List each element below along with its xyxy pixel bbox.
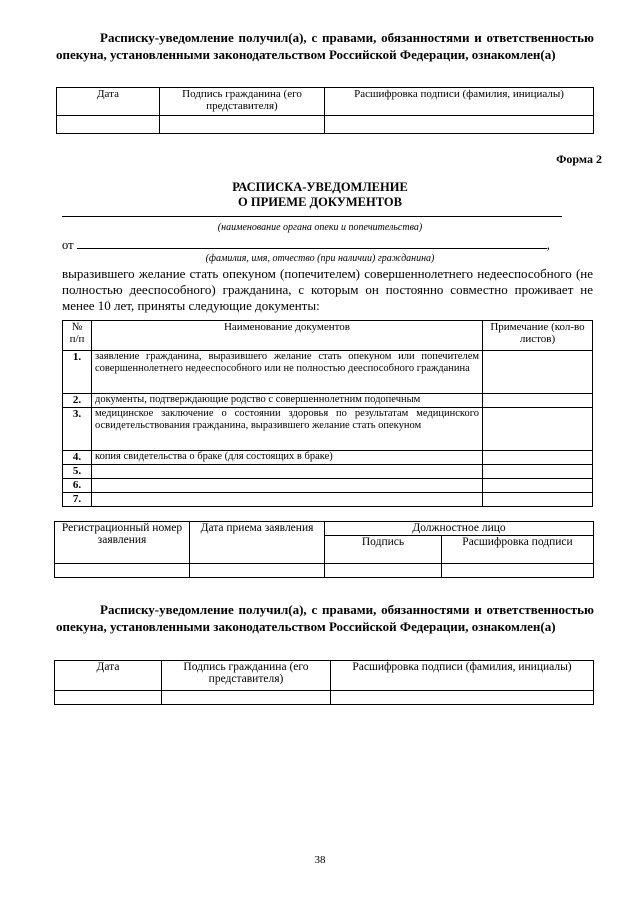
reg-cell-decoding[interactable]: [442, 564, 594, 578]
from-trailing-comma: ,: [546, 238, 550, 252]
docs-row-name[interactable]: [92, 465, 483, 479]
docs-row-name[interactable]: [92, 493, 483, 507]
bottom-receipt-cell-decoding[interactable]: [331, 691, 594, 705]
top-receipt-header-signature: Подпись гражданина (его представителя): [160, 88, 325, 116]
table-row: [63, 465, 593, 479]
docs-row-name: документы, подтверждающие родство с совершеннолетним подопечным: [92, 394, 483, 408]
table-row: [63, 351, 593, 394]
documents-table: [62, 320, 593, 507]
reg-cell-number[interactable]: [55, 564, 190, 578]
docs-row-note[interactable]: [483, 451, 593, 465]
docs-row-num: 6.: [63, 479, 92, 493]
top-receipt-table: [56, 87, 594, 134]
table-row: [63, 479, 593, 493]
registration-table: [54, 521, 594, 578]
docs-row-note[interactable]: [483, 408, 593, 451]
reg-header-signature: Подпись: [325, 536, 442, 564]
docs-row-num: 2.: [63, 394, 92, 408]
docs-row-note[interactable]: [483, 351, 593, 394]
table-row: [63, 493, 593, 507]
reg-header-date: Дата приема заявления: [190, 522, 325, 564]
form-label: Форма 2: [556, 152, 602, 166]
caption-name: (фамилия, имя, отчество (при наличии) гражданина): [205, 253, 435, 264]
docs-header-name: Наименование документов: [92, 321, 483, 351]
from-label: от: [62, 238, 74, 252]
reg-cell-date[interactable]: [190, 564, 325, 578]
bottom-receipt-text: Расписку-уведомление получил(а), с правами, обязанностями и ответственностью опекуна, установленными законодательством Российской Федерации, ознакомлен(а): [56, 602, 594, 634]
top-receipt-header-decoding: Расшифровка подписи (фамилия, инициалы): [325, 88, 594, 116]
docs-row-num: 5.: [63, 465, 92, 479]
top-receipt-header-date: Дата: [57, 88, 160, 116]
top-receipt-text: Расписку-уведомление получил(а), с правами, обязанностями и ответственностью опекуна, установленными законодательством Российской Федерации, ознакомлен(а): [56, 30, 594, 62]
docs-header-num: № п/п: [63, 321, 92, 351]
docs-row-note[interactable]: [483, 394, 593, 408]
applicant-name-field[interactable]: [77, 238, 547, 249]
reg-header-decoding: Расшифровка подписи: [442, 536, 594, 564]
docs-row-num: 3.: [63, 408, 92, 451]
title-line-2: О ПРИЕМЕ ДОКУМЕНТОВ: [238, 195, 402, 209]
top-receipt-cell-signature[interactable]: [160, 116, 325, 134]
from-row: [62, 238, 562, 253]
table-row: [63, 451, 593, 465]
docs-row-num: 1.: [63, 351, 92, 394]
docs-row-note[interactable]: [483, 465, 593, 479]
top-receipt-cell-decoding[interactable]: [325, 116, 594, 134]
table-row: [63, 408, 593, 451]
table-row: [63, 394, 593, 408]
bottom-receipt-header-date: Дата: [55, 661, 162, 691]
top-receipt-cell-date[interactable]: [57, 116, 160, 134]
docs-row-name: заявление гражданина, выразившего желание стать опекуном или попечителем совершеннолетнего недееспособного или не полностью дееспособного гражданина: [92, 351, 483, 394]
docs-row-note[interactable]: [483, 493, 593, 507]
bottom-receipt-header-signature: Подпись гражданина (его представителя): [162, 661, 331, 691]
docs-row-name: медицинское заключение о состоянии здоровья по результатам медицинского освидетельствования гражданина, выразившего желание стать опекуном: [92, 408, 483, 451]
body-text: выразившего желание стать опекуном (попечителем) совершеннолетнего недееспособного (не полностью дееспособного) гражданина, с которым он постоянно совместно проживает не менее 10 лет, приняты следующие документы:: [62, 266, 593, 313]
title-line-1: РАСПИСКА-УВЕДОМЛЕНИЕ: [232, 180, 408, 194]
reg-cell-signature[interactable]: [325, 564, 442, 578]
page-number: 38: [314, 854, 326, 866]
bottom-receipt-header-decoding: Расшифровка подписи (фамилия, инициалы): [331, 661, 594, 691]
docs-row-name[interactable]: [92, 479, 483, 493]
docs-row-num: 7.: [63, 493, 92, 507]
reg-header-number: Регистрационный номер заявления: [55, 522, 190, 564]
docs-header-note: Примечание (кол-во листов): [483, 321, 593, 351]
reg-header-official: Должностное лицо: [325, 522, 594, 536]
bottom-receipt-cell-date[interactable]: [55, 691, 162, 705]
caption-organ: (наименование органа опеки и попечительства): [217, 222, 423, 233]
docs-row-note[interactable]: [483, 479, 593, 493]
bottom-receipt-table: [54, 660, 594, 705]
docs-row-num: 4.: [63, 451, 92, 465]
bottom-receipt-cell-signature[interactable]: [162, 691, 331, 705]
organ-line[interactable]: [62, 216, 562, 217]
docs-row-name: копия свидетельства о браке (для состоящих в браке): [92, 451, 483, 465]
